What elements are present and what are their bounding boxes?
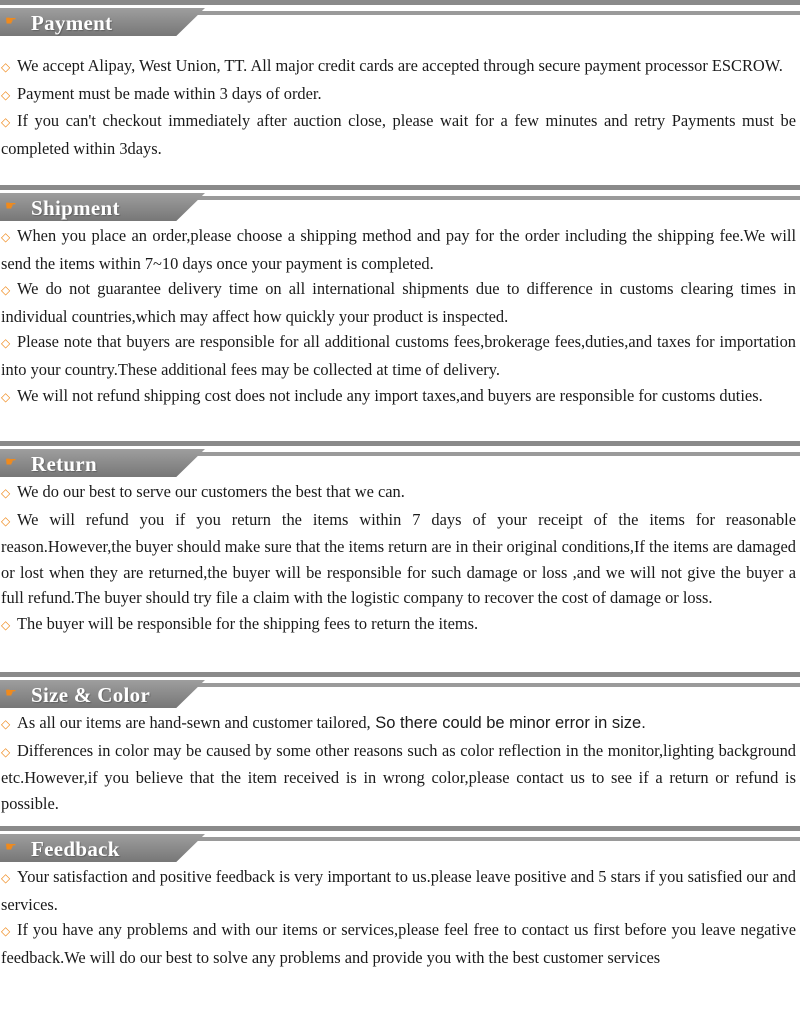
list-item: ◇ Your satisfaction and positive feedback is very important to us.please leave positive and 5 stars if you satisfied our and services. [1,867,796,914]
pointing-hand-icon: ☛ [5,686,17,701]
pointing-hand-icon: ☛ [5,455,17,470]
diamond-outline-icon: ◇ [1,871,11,885]
section-header [0,826,800,860]
diamond-outline-icon: ◇ [1,60,11,74]
diamond-outline-icon: ◇ [1,230,11,244]
diamond-outline-icon: ◇ [1,486,11,500]
list-item: ◇ We do our best to serve our customers the best that we can. [1,479,796,507]
pointing-hand-icon: ☛ [5,14,17,29]
section-header [0,185,800,219]
list-item: ◇ Please note that buyers are responsible for all additional customs fees,brokerage fees,duties,and taxes for importation into your country.These additional fees may be collected at time of delivery. [1,332,796,379]
pointing-hand-icon: ☛ [5,840,17,855]
diamond-outline-icon: ◇ [1,87,11,102]
diamond-outline-icon: ◇ [1,389,11,404]
diamond-outline-icon: ◇ [1,336,11,351]
section-body [0,34,800,161]
payment-section [0,0,800,185]
section-body [0,706,800,816]
list-item: ◇ The buyer will be responsible for the shipping fees to return the items. [1,611,796,639]
list-item: ◇ We do not guarantee delivery time on all international shipments due to difference in customs clearing times in individual countries,which may affect how quickly your product is inspected. [1,279,796,326]
section-header [0,0,800,34]
list-item: ◇ Payment must be made within 3 days of order. [1,81,796,109]
diamond-outline-icon: ◇ [1,283,11,298]
list-item: ◇ If you can't checkout immediately after auction close, please wait for a few minutes and retry Payments must be completed within 3days. [1,111,796,158]
section-body [0,860,800,970]
size-color-section [0,672,800,826]
diamond-outline-icon: ◇ [1,717,11,731]
section-header [0,672,800,706]
list-item: ◇ We accept Alipay, West Union, TT. All major credit cards are accepted through secure payment processor ESCROW. [1,53,796,81]
diamond-outline-icon: ◇ [1,513,11,528]
section-title: Size & Color [31,683,151,707]
section-title: Shipment [31,196,120,220]
section-title: Payment [31,11,113,35]
section-header [0,441,800,475]
return-section [0,441,800,672]
section-title: Feedback [31,837,120,861]
diamond-outline-icon: ◇ [1,924,11,939]
diamond-outline-icon: ◇ [1,115,11,130]
list-item: ◇ We will not refund shipping cost does not include any import taxes,and buyers are responsible for customs duties. [1,383,796,411]
diamond-outline-icon: ◇ [1,617,11,632]
list-item: ◇ When you place an order,please choose a shipping method and pay for the order including the shipping fee.We will send the items within 7~10 days once your payment is completed. [1,226,796,273]
list-item: ◇ As all our items are hand-sewn and customer tailored, So there could be minor error in size. [1,710,796,738]
list-item: ◇ We will refund you if you return the items within 7 days of your receipt of the items for reasonable reason.However,the buyer should make sure that the items return are in their original conditions,If the items are damaged or lost when they are returned,the buyer will be responsible for such damage or loss ,and we will not give the buyer a full refund.The buyer should try file a claim with the logistic company to recover the cost of damage or loss. [1,509,796,608]
section-title: Return [31,452,97,476]
diamond-outline-icon: ◇ [1,744,11,759]
pointing-hand-icon: ☛ [5,199,17,214]
shipment-section [0,185,800,441]
list-item: ◇ If you have any problems and with our items or services,please feel free to contact us first before you leave negative feedback.We will do our best to solve any problems and provide you with the best customer services [1,920,796,967]
list-item: ◇ Differences in color may be caused by some other reasons such as color reflection in the monitor,lighting background etc.However,if you believe that the item received is in wrong color,please contact us to see if a return or refund is possible. [1,740,796,813]
section-body [0,475,800,639]
feedback-section [0,826,800,1013]
section-body [0,219,800,410]
